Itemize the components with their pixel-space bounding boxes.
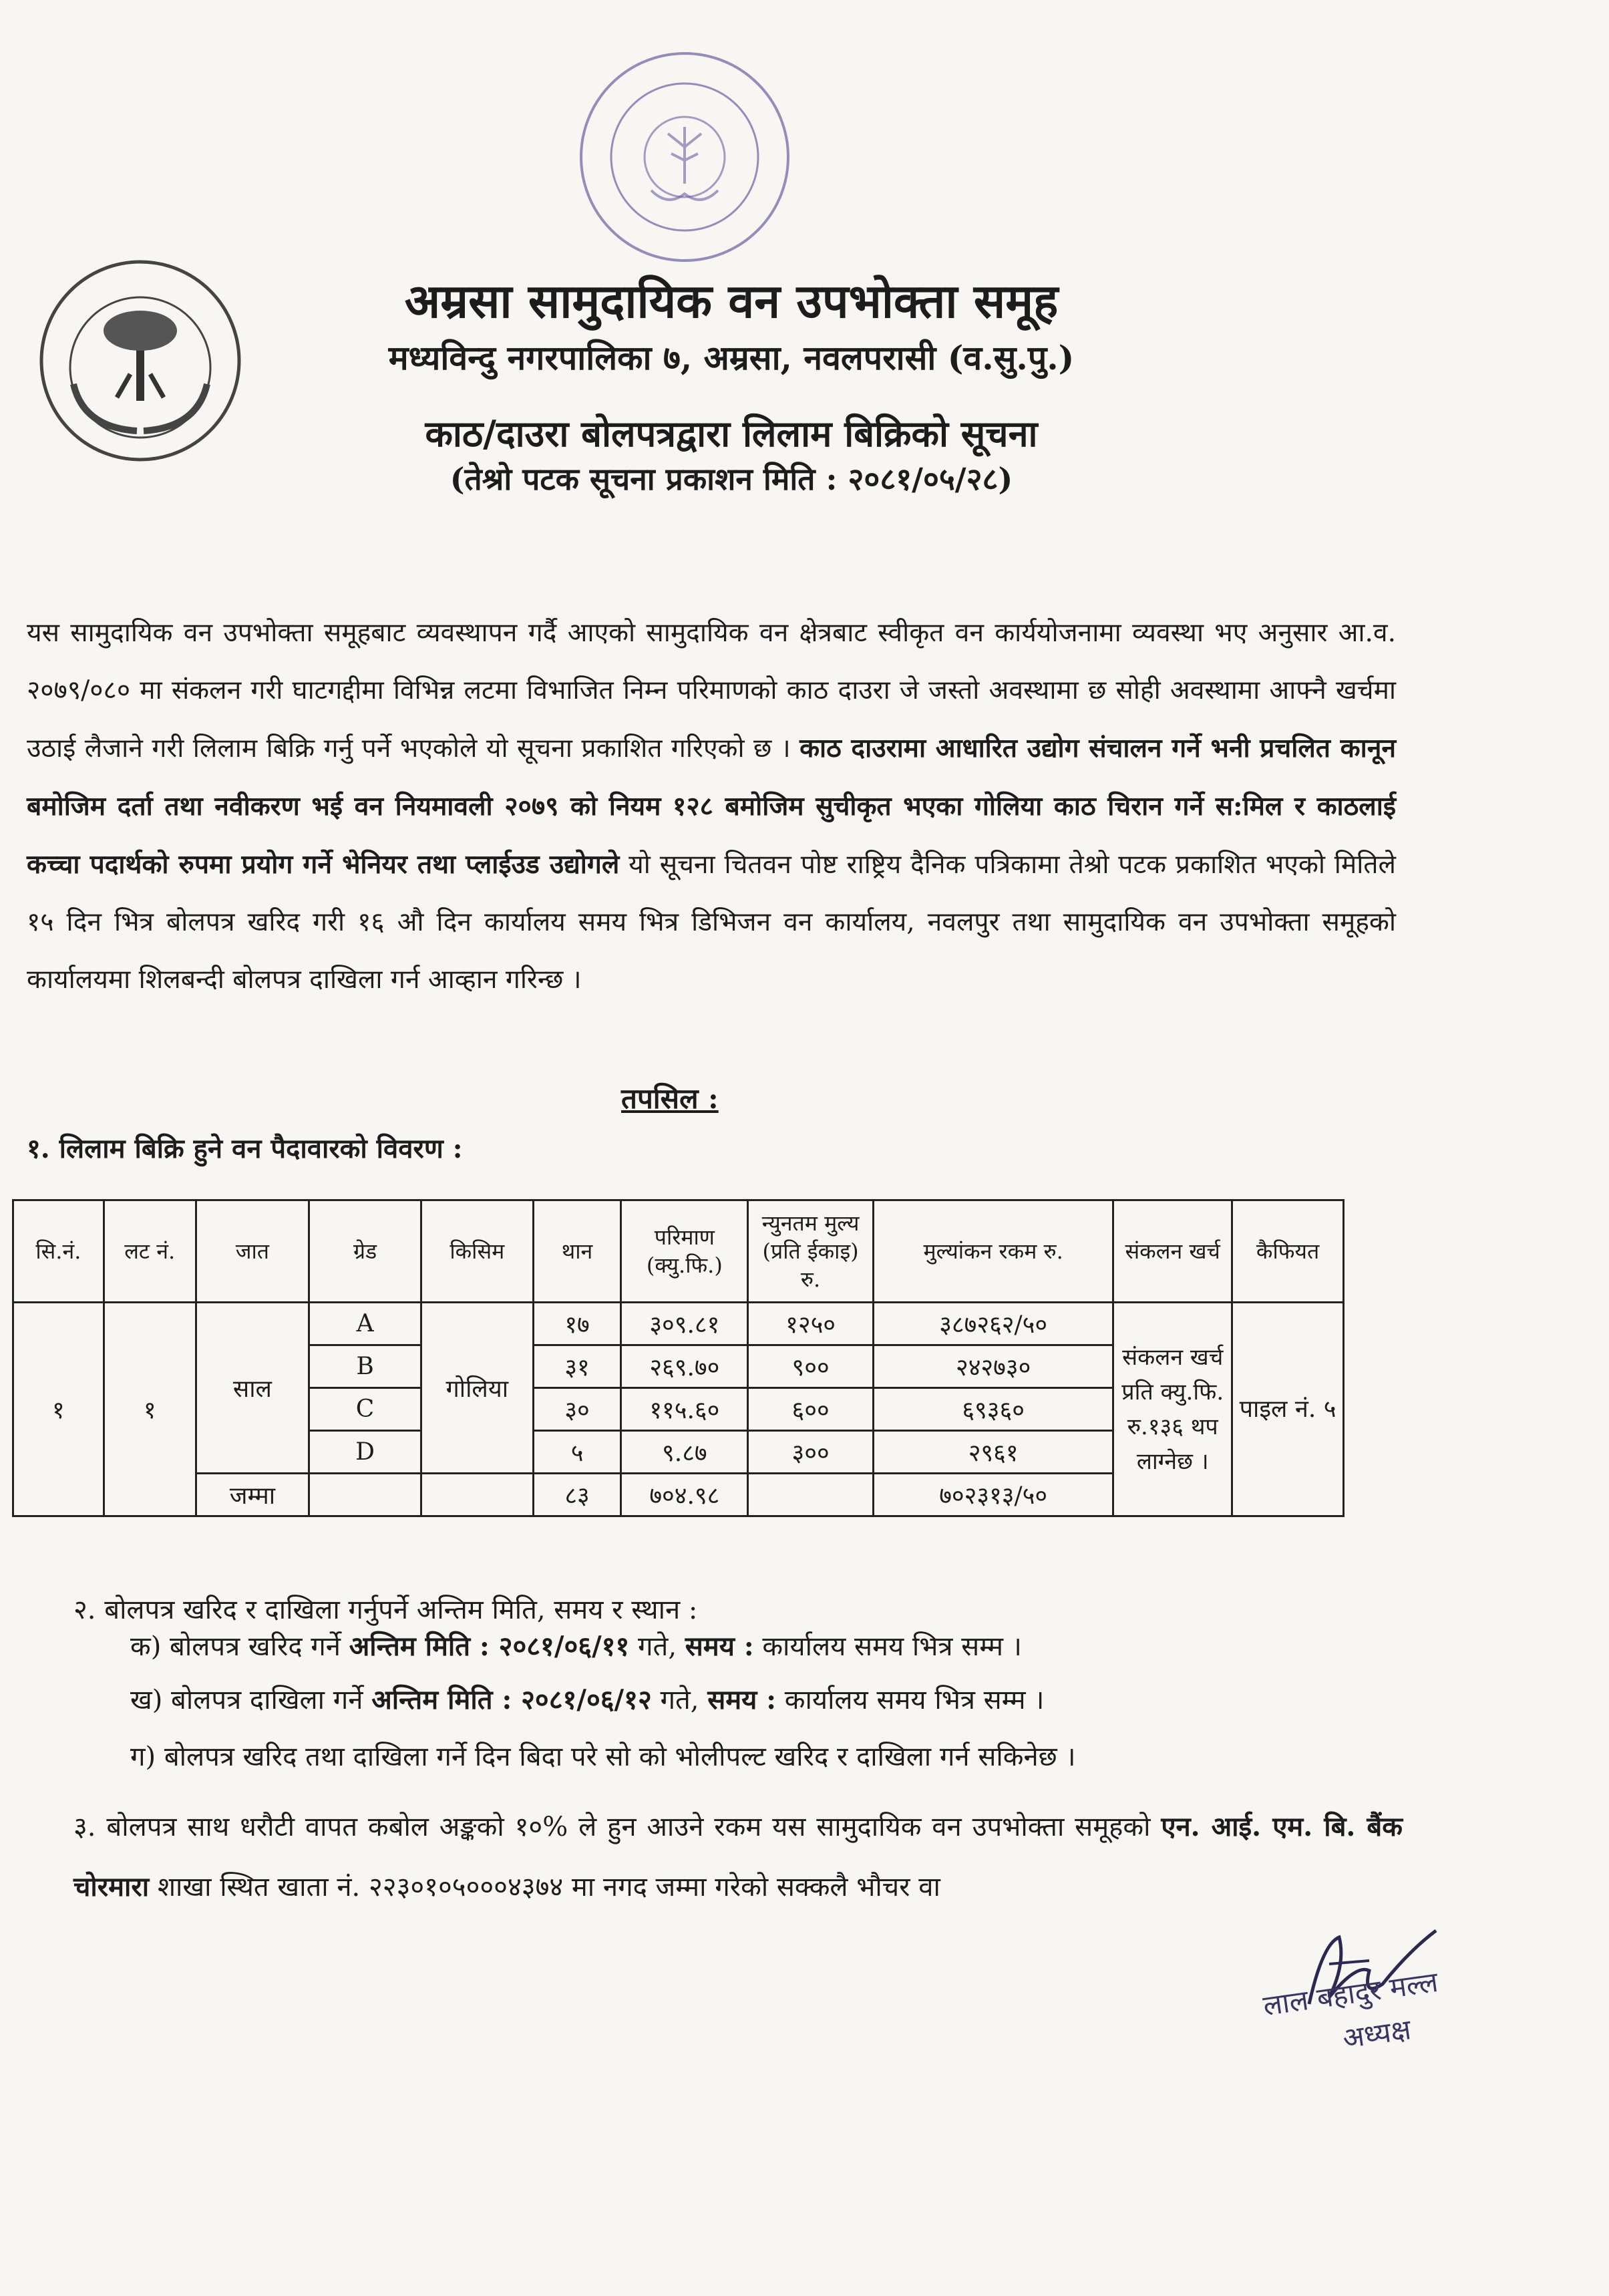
amount: २४२७३०	[873, 1345, 1113, 1388]
amount: २९६१	[873, 1431, 1113, 1474]
signatory-role: अध्यक्ष	[1340, 2013, 1413, 2055]
count: ५	[533, 1431, 621, 1474]
volume: २६९.७०	[621, 1345, 748, 1388]
organization-name: अम्रसा सामुदायिक वन उपभोक्ता समूह	[404, 273, 1059, 329]
para-text-end: यो सूचना चितवन पोष्ट राष्ट्रिय दैनिक पत्रिकामा तेश्रो पटक प्रकाशित भएको मितिले १५ दिन भित्र बोलपत्र खरिद गरी १६ औ दिन कार्यालय समय भित्र डिभिजन वन कार्यालय, नवलपुर तथा सामुदायिक वन उपभोक्ता समूहको कार्यालयमा शिलबन्दी बोलपत्र दाखिला गर्न आव्हान गरिन्छ ।	[27, 850, 1396, 995]
collection-cost: संकलन खर्च प्रति क्यु.फि. रु.१३६ थप लाग्नेछ ।	[1113, 1303, 1232, 1516]
lot-number: १	[104, 1303, 196, 1516]
section-2a-purchase-deadline: क) बोलपत्र खरिद गर्ने अन्तिम मिति : २०८१/०६/११ गते, समय : कार्यालय समय भित्र सम्म ।	[130, 1631, 1022, 1662]
amount: ३८७२६२/५०	[873, 1303, 1113, 1345]
signatory-name: लाल बहादुर मल्ल	[1261, 1965, 1440, 2023]
organization-seal-stamp	[574, 47, 795, 267]
count: ३०	[533, 1388, 621, 1431]
para-text-bold: काठ दाउरामा आधारित उद्योग संचालन गर्ने भनी प्रचलित कानून बमोजिम दर्ता तथा नवीकरण भई वन नियमावली २०७९ को नियम १२८ बमोजिम सुचीकृत भएका गोलिया काठ चिरान गर्ने स:मिल र काठलाई कच्चा पदार्थको रुपमा प्रयोग गर्ने भेनियर तथा प्लाईउड उद्योगले	[27, 733, 1396, 880]
col-header: न्युनतम मुल्य (प्रति ईकाइ) रु.	[748, 1200, 874, 1303]
col-header: जात	[196, 1200, 309, 1303]
empty-cell	[421, 1474, 533, 1516]
species: साल	[196, 1303, 309, 1474]
col-header: थान	[533, 1200, 621, 1303]
remarks: पाइल नं. ५	[1232, 1303, 1344, 1516]
empty-cell	[309, 1474, 421, 1516]
organization-address: मध्यविन्दु नगरपालिका ७, अम्रसा, नवलपरासी (व.सु.पु.)	[388, 338, 1075, 377]
volume: ३०९.८१	[621, 1303, 748, 1345]
section-1-title: १. लिलाम बिक्रि हुने वन पैदावारको विवरण :	[27, 1133, 463, 1164]
grade: A	[309, 1303, 421, 1345]
col-header: सि.नं.	[13, 1200, 104, 1303]
section-2c-holiday-note: ग) बोलपत्र खरिद तथा दाखिला गर्ने दिन बिदा परे सो को भोलीपल्ट खरिद र दाखिला गर्न सकिनेछ ।	[130, 1742, 1076, 1772]
min-price: ६००	[748, 1388, 874, 1431]
col-header: कैफियत	[1232, 1200, 1344, 1303]
col-header: परिमाण (क्यु.फि.)	[621, 1200, 748, 1303]
col-header: किसिम	[421, 1200, 533, 1303]
section-2-title: २. बोलपत्र खरिद र दाखिला गर्नुपर्ने अन्तिम मिति, समय र स्थान :	[73, 1595, 698, 1625]
min-price: ९००	[748, 1345, 874, 1388]
col-header: ग्रेड	[309, 1200, 421, 1303]
amount: ६९३६०	[873, 1388, 1113, 1431]
notice-paragraph	[27, 605, 1396, 1009]
col-header: संकलन खर्च	[1113, 1200, 1232, 1303]
forest-product-table	[12, 1199, 1345, 1517]
volume: ११५.६०	[621, 1388, 748, 1431]
volume: ९.८७	[621, 1431, 748, 1474]
grade: D	[309, 1431, 421, 1474]
total-amount: ७०२३१३/५०	[873, 1474, 1113, 1516]
timber-type: गोलिया	[421, 1303, 533, 1474]
min-price: ३००	[748, 1431, 874, 1474]
table-header-row	[13, 1200, 1344, 1303]
grade: B	[309, 1345, 421, 1388]
notice-title: काठ/दाउरा बोलपत्रद्वारा लिलाम बिक्रिको सूचना	[425, 412, 1038, 455]
notice-publication-date: (तेश्रो पटक सूचना प्रकाशन मिति : २०८१/०५/२८)	[450, 461, 1013, 497]
count: १७	[533, 1303, 621, 1345]
count: ३१	[533, 1345, 621, 1388]
serial-number: १	[13, 1303, 104, 1516]
grade: C	[309, 1388, 421, 1431]
col-header: लट नं.	[104, 1200, 196, 1303]
total-volume: ७०४.९८	[621, 1474, 748, 1516]
para-text-start: यस सामुदायिक वन उपभोक्ता समूहबाट व्यवस्थापन गर्दै आएको सामुदायिक वन क्षेत्रबाट स्वीकृत वन कार्ययोजनामा व्यवस्था भए अनुसार आ.व. २०७९/०८० मा संकलन गरी घाटगद्दीमा विभिन्न लटमा विभाजित निम्न परिमाणको काठ दाउरा जे जस्तो अवस्थामा छ सोही अवस्थामा आफ्नै खर्चमा उठाई लैजाने गरी लिलाम बिक्रि गर्नु पर्ने भएकोले यो सूचना प्रकाशित गरिएको छ ।	[27, 618, 1396, 764]
col-header: मुल्यांकन रकम रु.	[873, 1200, 1113, 1303]
section-2b-submission-deadline: ख) बोलपत्र दाखिला गर्ने अन्तिम मिति : २०८१/०६/१२ गते, समय : कार्यालय समय भित्र सम्म ।	[130, 1684, 1045, 1715]
total-count: ८३	[533, 1474, 621, 1516]
section-3-deposit: ३. बोलपत्र साथ धरौटी वापत कबोल अङ्कको १०% ले हुन आउने रकम यस सामुदायिक वन उपभोक्ता समूहको एन. आई. एम. बि. बैंक चोरमारा शाखा स्थित खाता नं. २२३०१०५०००४३७४ मा नगद जम्मा गरेको सक्कलै भौचर वा	[73, 1811, 1403, 1903]
empty-cell	[748, 1474, 874, 1516]
organization-logo	[37, 257, 244, 464]
table-row	[13, 1303, 1344, 1345]
details-heading: तपसिल :	[621, 1082, 719, 1115]
min-price: १२५०	[748, 1303, 874, 1345]
total-label: जम्मा	[196, 1474, 309, 1516]
